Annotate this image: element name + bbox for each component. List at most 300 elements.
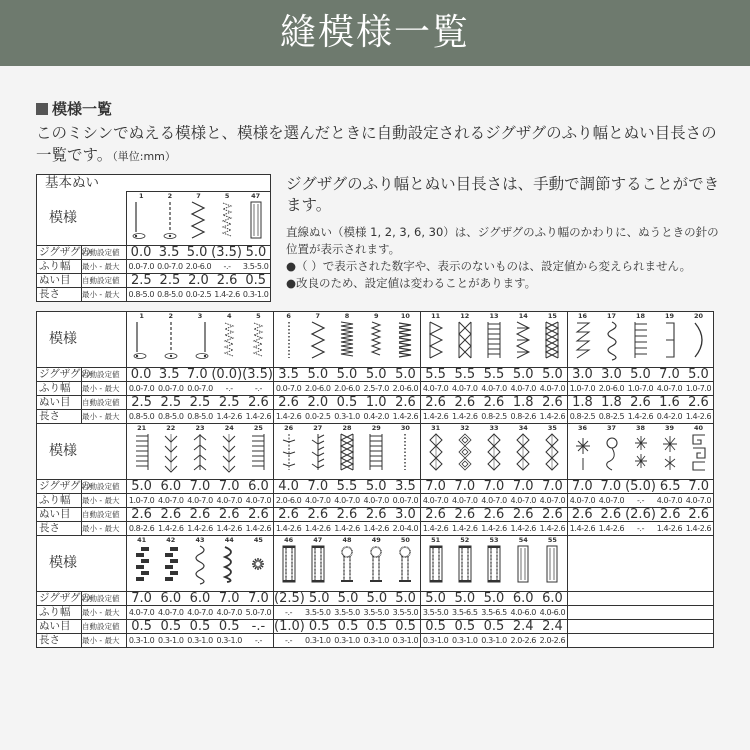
row-sublabel: 最小 - 最大 (82, 410, 127, 424)
table-cell: 0.8-5.0 (157, 290, 183, 299)
table-cell: 4.0-6.0 (510, 608, 536, 617)
table-cell: 0.8-5.0 (187, 412, 213, 421)
table-cell: 6.0 (542, 591, 563, 606)
table-cell: (5.0) (625, 479, 656, 494)
pattern-number: 7 (315, 312, 321, 320)
row-sublabel: 最小 - 最大 (82, 494, 127, 508)
pattern-14-icon (509, 312, 538, 360)
table-cell: 2.6 (278, 395, 299, 410)
pattern-icons (421, 312, 568, 368)
table-cell: 1.4-2.6 (422, 524, 449, 533)
pattern-47-icon (303, 536, 332, 584)
table-cell: 0.5 (189, 619, 211, 634)
table-cell: 4.0-7.0 (539, 384, 566, 393)
table-cell: 4.0-7.0 (128, 608, 155, 617)
pattern-number: 8 (344, 312, 350, 320)
table-cell: 0.5 (218, 619, 240, 634)
pattern-26-icon (274, 424, 303, 472)
table-cell: 0.3-1.0 (187, 636, 213, 645)
pattern-9-icon (362, 312, 391, 360)
pattern-number: 16 (577, 312, 588, 320)
table-cell: 6.0 (160, 479, 182, 494)
table-cell: 6.0 (248, 479, 269, 494)
pattern-label: 模様 (37, 192, 127, 246)
pattern-42-icon (156, 536, 185, 584)
pattern-number: 4 (226, 312, 232, 320)
table-cell: 2.6 (483, 395, 505, 410)
table-cell: 0.3-1.0 (363, 636, 389, 645)
table-cell: (3.5) (242, 367, 273, 382)
pattern-number: 30 (400, 424, 410, 432)
pattern-number: 1 (139, 192, 144, 200)
table-cell: 4.0-7.0 (510, 384, 536, 393)
table-cell: -.- (285, 608, 293, 617)
table-cell: 1.8 (512, 395, 534, 410)
pattern-number: 34 (518, 424, 528, 432)
table-cell: 2.6 (307, 507, 329, 522)
pattern-30-icon (391, 424, 420, 472)
pattern-number: 12 (460, 312, 470, 320)
table-cell: 2.5 (160, 395, 182, 410)
table-cell: 2.6 (425, 507, 446, 522)
table-cell: 0.3-1.0 (305, 636, 331, 645)
pattern-number: 55 (547, 536, 557, 544)
table-cell: 0.8-5.0 (128, 412, 155, 421)
table-cell: 1.8 (572, 395, 593, 410)
table-cell: 5.5 (425, 367, 446, 382)
pattern-number: 45 (253, 536, 263, 544)
table-cell: 7.0 (571, 479, 593, 494)
table-cell: 3.0 (601, 367, 622, 382)
row-sublabel: 自動設定値 (82, 368, 127, 382)
table-cell: 1.0-7.0 (627, 384, 654, 393)
pattern-number: 43 (195, 536, 205, 544)
table-cell: -.- (225, 384, 233, 393)
table-cell: 2.5-7.0 (363, 384, 389, 393)
pattern-number: 13 (489, 312, 499, 320)
pattern-number: 7 (196, 192, 201, 200)
table-cell: 0.4-2.0 (656, 412, 683, 421)
pattern-number: 5 (224, 192, 230, 200)
pattern-6-icon (274, 312, 303, 360)
table-cell: 2.5 (131, 395, 152, 410)
table-cell: 0.8-2.5 (598, 412, 625, 421)
row-label: ぬい目 (37, 396, 82, 410)
pattern-32-icon (450, 424, 479, 472)
pattern-34-icon (509, 424, 538, 472)
table-cell: 3.0 (572, 367, 593, 382)
table-cell: 4.0-7.0 (363, 496, 389, 505)
table-cell: 2.6 (483, 507, 505, 522)
table-cell: 2.6 (454, 395, 476, 410)
table-cell: 2.6 (278, 507, 299, 522)
table-cell: 4.0-6.0 (539, 608, 566, 617)
pattern-number: 40 (693, 424, 704, 432)
pattern-51-icon (421, 536, 450, 584)
intro-unit: （単位:mm） (112, 150, 176, 163)
note-straight-stitch: 直線ぬい（模様 1, 2, 3, 6, 30）は、ジグザグのふり幅のかわりに、ぬうときの針の位置が表示されます。 (286, 225, 719, 256)
table-cell: 1.4-2.6 (392, 412, 419, 421)
pattern-number: 15 (547, 312, 557, 320)
pattern-icons (127, 424, 274, 480)
table-cell: 5.0 (186, 245, 208, 260)
pattern-number: 10 (400, 312, 410, 320)
table-cell: -.- (254, 636, 262, 645)
pattern-8-icon (332, 312, 361, 360)
table-cell: 2.5 (218, 395, 240, 410)
table-cell: 3.5-5.0 (305, 608, 331, 617)
pattern-number: 2 (168, 312, 174, 320)
table-cell: 5.0 (395, 591, 416, 606)
table-cell: 5.0-7.0 (245, 608, 272, 617)
page-banner (0, 0, 750, 66)
table-cell: 0.3-1.0 (452, 636, 478, 645)
table-cell: 0.0 (130, 367, 152, 382)
pattern-number: 28 (342, 424, 352, 432)
table-cell: 2.6 (248, 507, 269, 522)
row-sublabel: 自動設定値 (82, 396, 127, 410)
note-improvement: ●改良のため、設定値は変わることがあります。 (286, 276, 537, 290)
pattern-50-icon (391, 536, 420, 584)
table-cell: 4.0-7.0 (158, 608, 184, 617)
pattern-number: 11 (431, 312, 441, 320)
table-cell: 1.4-2.6 (245, 412, 272, 421)
table-cell: 2.6 (659, 507, 681, 522)
table-cell: 0.3-1.0 (128, 636, 155, 645)
table-cell: 2.6 (218, 507, 240, 522)
table-cell: 0.0-2.5 (185, 290, 212, 299)
table-cell: (1.0) (274, 619, 305, 634)
pattern-number: 27 (313, 424, 323, 432)
pattern-11-icon (421, 312, 450, 360)
pattern-18-icon (626, 312, 655, 360)
table-cell: -.- (636, 524, 645, 533)
pattern-icons (568, 536, 714, 592)
pattern-13-icon (479, 312, 508, 360)
table-cell: 2.4 (512, 619, 534, 634)
table-cell: 4.0-7.0 (216, 496, 242, 505)
table-cell: 0.0-7.0 (275, 384, 302, 393)
table-cell: 2.0-6.0 (598, 384, 625, 393)
table-cell: 0.3-1.0 (216, 636, 242, 645)
table-cell: 2.0-6.0 (185, 262, 212, 271)
pattern-number: 23 (195, 424, 205, 432)
notes (286, 174, 726, 292)
table-cell: 4.0 (278, 479, 299, 494)
table-cell: 2.6 (425, 395, 446, 410)
table-cell: 4.0-7.0 (158, 496, 184, 505)
table-cell: 0.3-1.0 (158, 636, 184, 645)
table-cell: 1.8 (601, 395, 622, 410)
pattern-23-icon (185, 424, 214, 472)
auto-label: 自動設定値 (82, 274, 127, 288)
pattern-label: 模様 (37, 424, 127, 480)
row-label: 長さ (37, 522, 82, 536)
table-cell: 7.0 (189, 479, 211, 494)
square-bullet-icon (36, 103, 48, 115)
table-cell: 7.0 (454, 479, 476, 494)
table-cell: 1.6 (659, 395, 680, 410)
table-cell: 2.4 (542, 619, 563, 634)
pattern-39-icon (655, 424, 684, 472)
table-cell: 5.0 (395, 367, 416, 382)
table-cell: 5.0 (483, 591, 505, 606)
table-cell: -.- (254, 384, 262, 393)
row-sublabel: 最小 - 最大 (82, 634, 127, 648)
pattern-7-icon (303, 312, 332, 360)
table-cell: 0.5 (454, 619, 476, 634)
pattern-number: 26 (284, 424, 294, 432)
table-cell: 1.4-2.6 (569, 524, 596, 533)
table-cell: 7.0 (186, 367, 208, 382)
table-cell: 4.0-7.0 (422, 496, 449, 505)
table-cell: 5.5 (336, 479, 358, 494)
table-cell: 2.6 (189, 507, 211, 522)
table-cell: 1.4-2.6 (275, 412, 302, 421)
pattern-19-icon (655, 312, 684, 360)
table-cell: 7.0 (542, 479, 563, 494)
table-cell: 4.0-7.0 (187, 608, 213, 617)
table-cell: 0.3-1.0 (334, 412, 360, 421)
table-cell: 0.3-1.0 (481, 636, 507, 645)
table-cell: 5.0 (131, 479, 152, 494)
row-sublabel: 自動設定値 (82, 480, 127, 494)
table-cell: 0.8-2.5 (569, 412, 596, 421)
pattern-number: 49 (371, 536, 381, 544)
pattern-number: 46 (284, 536, 294, 544)
table-cell: 4.0-7.0 (598, 496, 625, 505)
pattern-45-icon (244, 536, 273, 584)
pattern-40-icon (684, 424, 713, 472)
row-sublabel: 自動設定値 (82, 620, 127, 634)
pattern-number: 25 (253, 424, 263, 432)
table-cell: 0.5 (337, 619, 359, 634)
table-cell: 7.0 (218, 479, 240, 494)
pattern-52-icon (450, 536, 479, 584)
pattern-2-icon (156, 192, 185, 240)
pattern-number: 17 (606, 312, 617, 320)
table-cell: 2.5 (159, 273, 181, 288)
pattern-1-icon (127, 192, 156, 240)
pattern-number: 32 (460, 424, 470, 432)
pattern-number: 44 (224, 536, 234, 544)
pattern-number: 51 (431, 536, 441, 544)
pattern-43-icon (185, 536, 214, 584)
table-cell: 2.6 (454, 507, 476, 522)
table-cell: 0.8-5.0 (128, 290, 155, 299)
table-cell: 1.4-2.6 (422, 412, 449, 421)
table-cell: 3.0 (395, 507, 416, 522)
table-cell: 2.6 (248, 395, 269, 410)
table-cell: 7.0 (131, 591, 152, 606)
table-cell: 0.8-5.0 (158, 412, 184, 421)
table-cell: 0.0-7.0 (158, 384, 184, 393)
table-cell: 5.0 (366, 591, 388, 606)
stitch-length-label: ぬい目 (37, 274, 82, 288)
table-cell: 2.6 (542, 507, 563, 522)
table-cell: 0.5 (245, 273, 267, 288)
table-cell: 2.5 (189, 395, 211, 410)
table-cell: 7.0 (659, 367, 680, 382)
page-title: 縫模様一覧 (279, 12, 470, 53)
table-cell: 4.0-7.0 (216, 608, 242, 617)
note-fixed-values: ●（ ）で表示された数字や、表示のないものは、設定値から変えられません。 (286, 259, 692, 273)
pattern-number: 48 (342, 536, 352, 544)
row-label: 長さ (37, 410, 82, 424)
pattern-number: 38 (635, 424, 646, 432)
table-cell: 3.5 (158, 367, 180, 382)
basic-stitch-table (36, 174, 271, 302)
table-cell: 4.0-7.0 (569, 496, 596, 505)
auto-label: 自動設定値 (82, 246, 127, 260)
range-label: 最小 - 最大 (82, 260, 127, 274)
table-cell: 7.0 (688, 479, 710, 494)
table-cell: 1.4-2.6 (158, 524, 184, 533)
pattern-number: 19 (664, 312, 675, 320)
pattern-44-icon (215, 536, 244, 584)
row-sublabel: 自動設定値 (82, 592, 127, 606)
table-cell: 5.5 (483, 367, 505, 382)
table-cell: 3.5 (278, 367, 299, 382)
row-label: ぬい目 (37, 508, 82, 522)
pattern-16-icon (568, 312, 597, 360)
table-cell: 4.0-7.0 (510, 496, 536, 505)
pattern-35-icon (538, 424, 567, 472)
table-cell: 5.0 (512, 367, 534, 382)
table-cell: 0.5 (366, 619, 388, 634)
table-cell: 1.4-2.6 (452, 524, 478, 533)
pattern-icons (274, 536, 421, 592)
row-label: ふり幅 (37, 606, 82, 620)
table-cell: 5.0 (307, 367, 329, 382)
pattern-1-icon (127, 312, 156, 360)
pattern-label: 模様 (37, 312, 127, 368)
table-cell: 0.5 (308, 619, 330, 634)
pattern-number: 18 (635, 312, 646, 320)
content-area (0, 66, 750, 750)
row-sublabel: 最小 - 最大 (82, 382, 127, 396)
pattern-47-icon (241, 192, 270, 240)
table-cell: 2.6 (160, 507, 182, 522)
table-cell: 0.5 (160, 619, 182, 634)
table-cell: 3.5-5.0 (363, 608, 389, 617)
table-cell: 0.0-7.0 (128, 262, 155, 271)
table-cell: 4.0-7.0 (452, 496, 478, 505)
table-cell: 2.0-6.0 (392, 384, 419, 393)
pattern-label: 模様 (37, 536, 127, 592)
table-cell: 2.0-6.0 (334, 384, 360, 393)
table-cell: 5.0 (688, 367, 709, 382)
intro-paragraph (36, 122, 726, 168)
table-cell: 7.0 (218, 591, 240, 606)
pattern-number: 42 (166, 536, 176, 544)
table-cell: 4.0-7.0 (187, 496, 213, 505)
table-cell: 5.5 (454, 367, 476, 382)
table-cell: 4.0-7.0 (245, 496, 272, 505)
width-label: ふり幅 (37, 260, 82, 274)
pattern-28-icon (332, 424, 361, 472)
pattern-number: 37 (606, 424, 617, 432)
pattern-number: 52 (460, 536, 470, 544)
table-cell: 2.6 (600, 507, 622, 522)
pattern-number: 47 (251, 192, 261, 200)
table-cell: 6.0 (189, 591, 211, 606)
table-cell: 5.0 (454, 591, 476, 606)
pattern-15-icon (538, 312, 567, 360)
table-cell: 7.0 (248, 591, 269, 606)
pattern-20-icon (684, 312, 713, 360)
table-cell: 5.0 (308, 591, 330, 606)
table-cell: 1.0-7.0 (128, 496, 155, 505)
row-label: ジグザグの (37, 592, 82, 606)
table-cell: 1.4-2.6 (481, 524, 507, 533)
pattern-54-icon (509, 536, 538, 584)
table-cell: 4.0-7.0 (481, 496, 507, 505)
table-cell: 3.5-6.5 (481, 608, 507, 617)
table-cell: 0.5 (425, 619, 446, 634)
pattern-7-icon (184, 192, 213, 240)
table-cell: 3.5 (395, 479, 416, 494)
pattern-icons (127, 192, 271, 246)
pattern-number: 54 (518, 536, 528, 544)
pattern-icons (127, 312, 274, 368)
pattern-number: 22 (166, 424, 176, 432)
pattern-21-icon (127, 424, 156, 472)
row-label: ジグザグの (37, 368, 82, 382)
table-cell: 0.3-1.0 (422, 636, 449, 645)
table-cell: 2.0-2.6 (539, 636, 566, 645)
row-label: ジグザグの (37, 480, 82, 494)
table-cell: 1.4-2.6 (539, 524, 566, 533)
table-cell: 5.0 (337, 591, 359, 606)
table-cell: 4.0-7.0 (656, 496, 683, 505)
table-cell: 2.6 (512, 507, 534, 522)
pattern-number: 24 (224, 424, 234, 432)
table-cell: 1.4-2.6 (216, 412, 242, 421)
pattern-17-icon (597, 312, 626, 360)
table-cell: 2.0-4.0 (392, 524, 419, 533)
table-cell: (3.5) (211, 245, 242, 260)
table-cell: 1.4-2.6 (214, 290, 240, 299)
range-label: 最小 - 最大 (82, 288, 127, 302)
table-cell: 2.6 (395, 395, 416, 410)
table-cell: 3.5-5.0 (392, 608, 419, 617)
table-cell: 0.8-2.5 (481, 412, 507, 421)
table-cell: 5.0 (630, 367, 651, 382)
pattern-number: 35 (547, 424, 557, 432)
row-sublabel: 自動設定値 (82, 508, 127, 522)
table-cell: 1.4-2.6 (334, 524, 360, 533)
table-cell: 3.5-5.0 (422, 608, 449, 617)
pattern-number: 6 (286, 312, 291, 320)
row-label: ふり幅 (37, 382, 82, 396)
table-cell: 1.4-2.6 (539, 412, 566, 421)
table-cell: 2.6 (688, 395, 709, 410)
table-cell: 3.5-5.0 (242, 262, 269, 271)
table-cell: 0.3-1.0 (242, 290, 269, 299)
pattern-10-icon (391, 312, 420, 360)
table-cell: 2.6 (216, 273, 238, 288)
table-cell: 3.5-6.5 (452, 608, 478, 617)
table-cell: 2.5 (130, 273, 152, 288)
table-cell: 3.5 (158, 245, 180, 260)
pattern-5-icon (213, 192, 242, 240)
table-cell: 2.6 (365, 507, 387, 522)
table-cell: 1.4-2.6 (187, 524, 213, 533)
pattern-icons (274, 424, 421, 480)
note-main: ジグザグのふり幅とぬい目長さは、手動で調節することができます。 (286, 175, 720, 214)
pattern-24-icon (215, 424, 244, 472)
